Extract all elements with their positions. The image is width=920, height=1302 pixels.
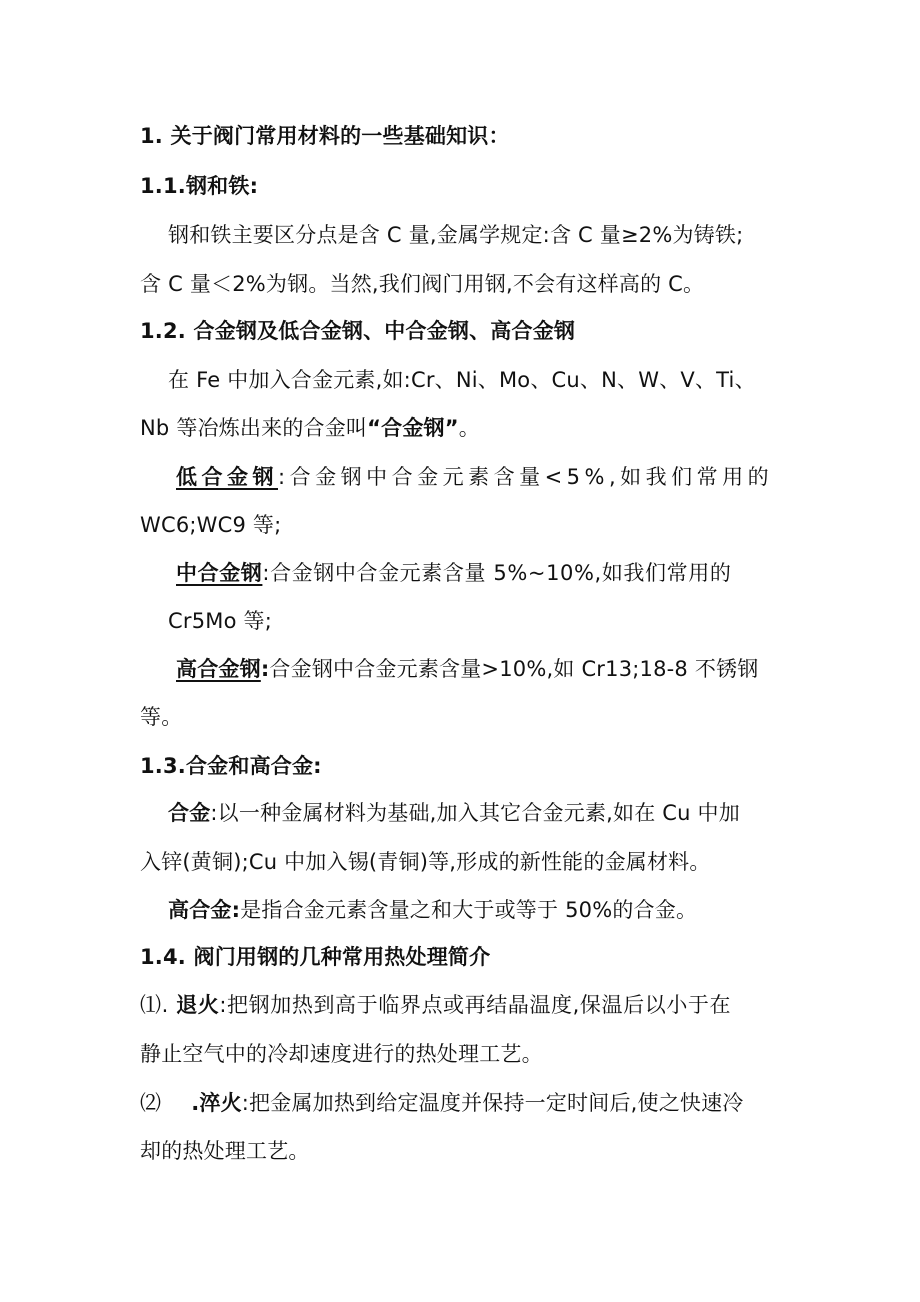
paragraph-1-1-line-1: 钢和铁主要区分点是含 C 量,金属学规定:含 C 量≥2%为铸铁; bbox=[168, 223, 744, 247]
annealing-term: 退火 bbox=[176, 993, 220, 1017]
quenching-term: .淬火 bbox=[191, 1091, 242, 1115]
heading-1-2: 1.2. 合金钢及低合金钢、中合金钢、高合金钢 bbox=[140, 319, 576, 343]
alloy-steel-term: “合金钢” bbox=[367, 416, 459, 440]
low-alloy-line-1 bbox=[176, 462, 773, 492]
annealing-text: :把钢加热到高于临界点或再结晶温度,保温后以小于在 bbox=[219, 993, 732, 1017]
high-alloy-line-2: 等。 bbox=[140, 705, 183, 729]
heading-1-4: 1.4. 阀门用钢的几种常用热处理简介 bbox=[140, 945, 491, 969]
quenching-line-2: 却的热处理工艺。 bbox=[140, 1139, 310, 1163]
paragraph-1-2-line-2-end: 。 bbox=[458, 416, 480, 440]
high-alloy-text: 合金钢中合金元素含量>10%,如 Cr13;18-8 不锈钢 bbox=[269, 657, 759, 681]
alloy-line-2: 入锌(黄铜);Cu 中加入锡(青铜)等,形成的新性能的金属材料。 bbox=[140, 850, 711, 874]
alloy-term: 合金 bbox=[168, 801, 211, 825]
annealing-line-1 bbox=[140, 990, 731, 1020]
paragraph-1-1-line-2: 含 C 量＜2%为钢。当然,我们阀门用钢,不会有这样高的 C。 bbox=[140, 272, 705, 296]
heading-1-3: 1.3.合金和高合金: bbox=[140, 754, 322, 778]
high-alloy-colon: : bbox=[260, 657, 270, 681]
mid-alloy-text: :合金钢中合金元素含量 5%~10%,如我们常用的 bbox=[262, 561, 732, 585]
high-alloy-def-term: 高合金: bbox=[168, 898, 241, 922]
annealing-line-2: 静止空气中的冷却速度进行的热处理工艺。 bbox=[140, 1042, 543, 1066]
low-alloy-term: 低合金钢 bbox=[176, 465, 278, 489]
mid-alloy-line-1 bbox=[176, 558, 731, 588]
mid-alloy-term: 中合金钢 bbox=[176, 561, 263, 585]
quenching-text: :把金属加热到给定温度并保持一定时间后,使之快速冷 bbox=[241, 1091, 744, 1115]
high-alloy-def-line bbox=[168, 895, 697, 925]
low-alloy-text: :合金钢中合金元素含量<5%,如我们常用的 bbox=[278, 465, 774, 489]
heading-1-1: 1.1.钢和铁: bbox=[140, 174, 259, 198]
paragraph-1-2-line-1: 在 Fe 中加入合金元素,如:Cr、Ni、Mo、Cu、N、W、V、Ti、 bbox=[168, 368, 756, 392]
quenching-number: ⑵ bbox=[140, 1091, 162, 1115]
mid-alloy-line-2: Cr5Mo 等; bbox=[168, 609, 272, 633]
high-alloy-term: 高合金钢 bbox=[176, 657, 261, 681]
quenching-line-1 bbox=[140, 1088, 744, 1118]
high-alloy-line-1 bbox=[176, 654, 758, 684]
high-alloy-def-text: 是指合金元素含量之和大于或等于 50%的合金。 bbox=[240, 898, 698, 922]
low-alloy-line-2: WC6;WC9 等; bbox=[140, 513, 282, 537]
heading-1: 1. 关于阀门常用材料的一些基础知识： bbox=[140, 124, 510, 148]
paragraph-1-2-line-2 bbox=[140, 413, 480, 443]
annealing-number: ⑴. bbox=[140, 993, 169, 1017]
paragraph-1-2-line-2-text: Nb 等冶炼出来的合金叫 bbox=[140, 416, 368, 440]
alloy-text: :以一种金属材料为基础,加入其它合金元素,如在 Cu 中加 bbox=[210, 801, 740, 825]
alloy-line-1 bbox=[168, 798, 740, 828]
